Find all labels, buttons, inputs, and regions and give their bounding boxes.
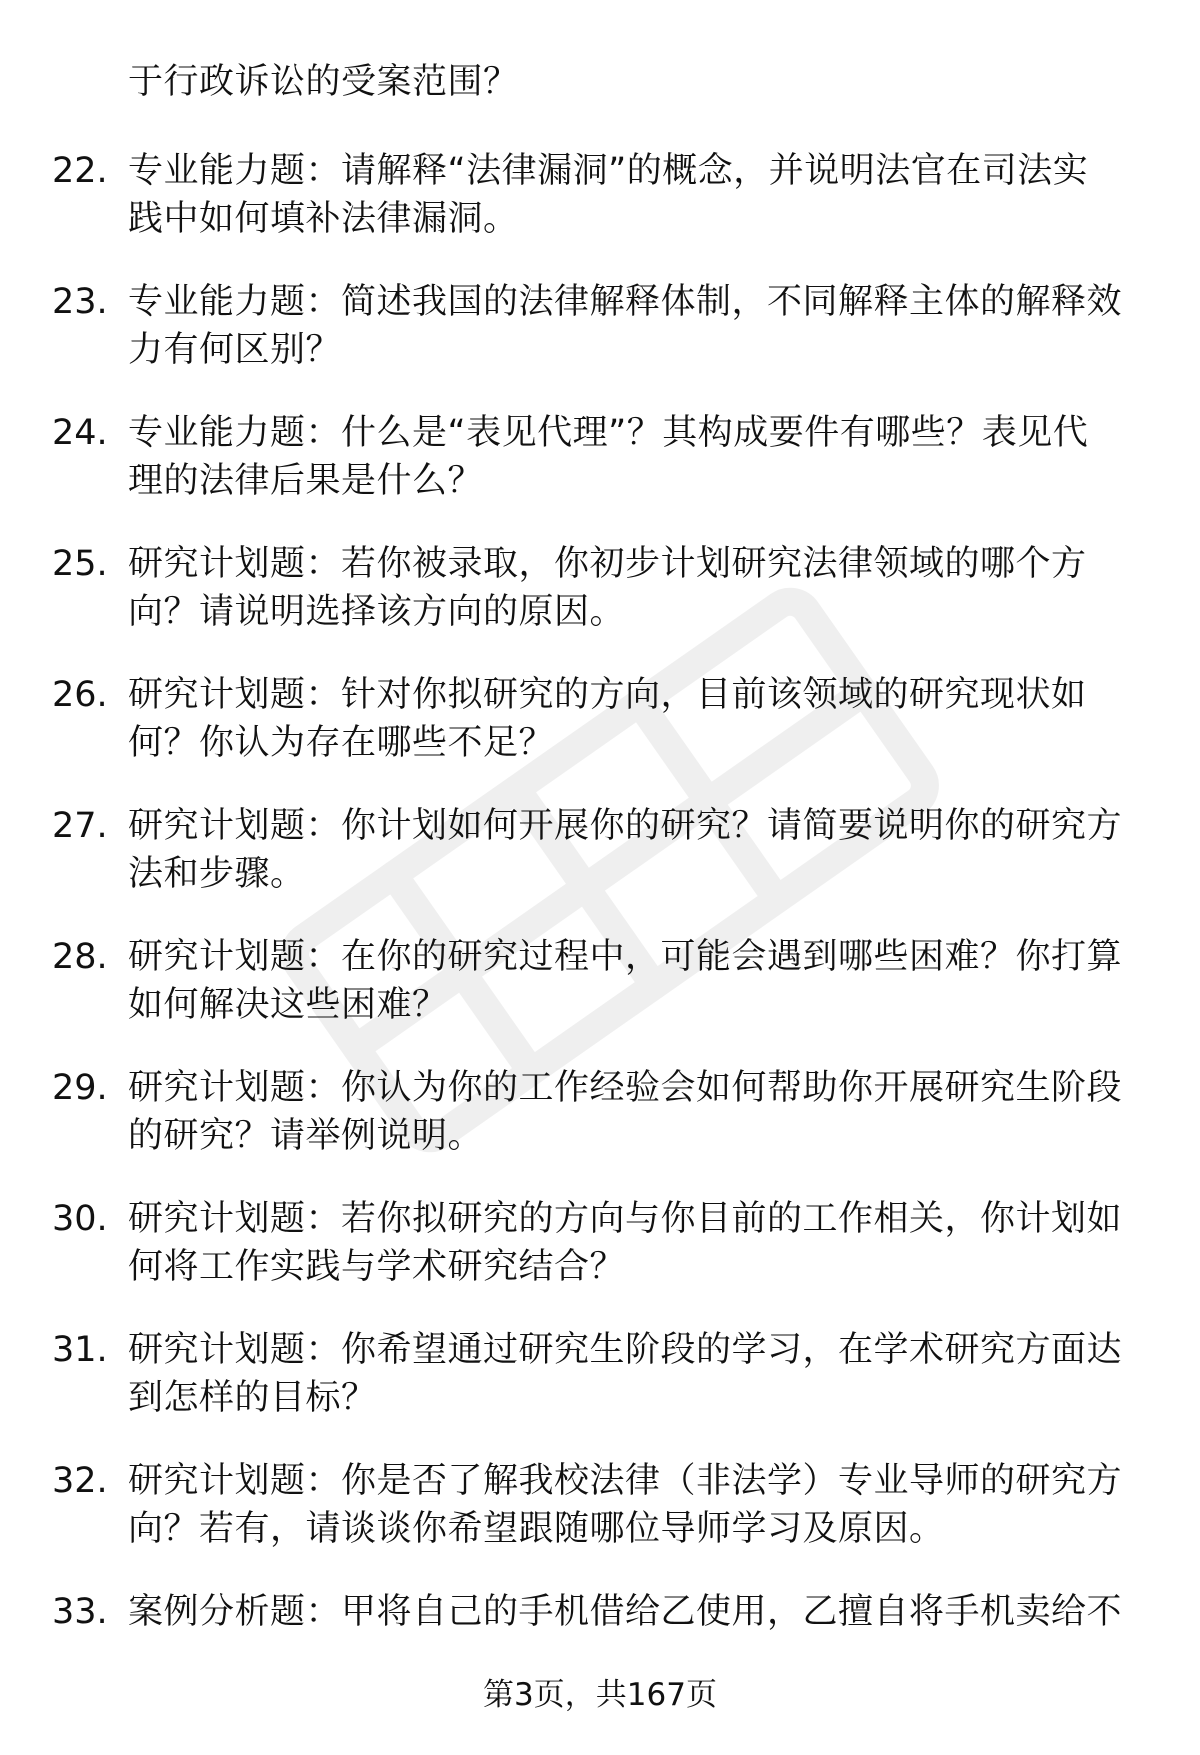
question-text-line: 到怎样的目标？ [128,1378,377,1418]
question-number: 25. [52,544,108,584]
question-text [128,1326,1148,1422]
question-item [0,671,1200,802]
question-number: 26. [52,675,108,715]
question-text [128,802,1148,898]
question-number: 32. [52,1461,108,1501]
question-number: 22. [52,151,108,191]
question-text [128,933,1148,1029]
question-text-line: 专业能力题：什么是“表见代理”？其构成要件有哪些？表见代 [128,413,1089,453]
question-number: 29. [52,1068,108,1108]
question-item [0,1457,1200,1588]
question-text-line: 研究计划题：你认为你的工作经验会如何帮助你开展研究生阶段 [128,1068,1123,1108]
question-text-line: 案例分析题：甲将自己的手机借给乙使用，乙擅自将手机卖给不 [128,1592,1123,1632]
question-text-line: 何将工作实践与学术研究结合？ [128,1247,626,1287]
question-text-line: 向？若有，请谈谈你希望跟随哪位导师学习及原因。 [128,1509,945,1549]
question-text [128,1064,1148,1160]
question-item [0,1064,1200,1195]
question-item [0,1326,1200,1457]
question-text-line: 研究计划题：你计划如何开展你的研究？请简要说明你的研究方 [128,806,1123,846]
question-item [0,278,1200,409]
question-text [128,540,1148,636]
question-text-line: 研究计划题：在你的研究过程中，可能会遇到哪些困难？你打算 [128,937,1123,977]
question-text [128,1195,1148,1291]
question-number: 24. [52,413,108,453]
question-text-line: 研究计划题：若你拟研究的方向与你目前的工作相关，你计划如 [128,1199,1123,1239]
question-item [0,933,1200,1064]
question-item [0,1195,1200,1326]
question-number: 28. [52,937,108,977]
question-text-line: 理的法律后果是什么？ [128,461,484,501]
question-number: 33. [52,1592,108,1632]
question-number: 23. [52,282,108,322]
question-text [128,671,1148,767]
question-text [128,147,1148,243]
question-item [0,540,1200,671]
question-text-line: 法和步骤。 [128,854,306,894]
question-text-line: 研究计划题：你希望通过研究生阶段的学习，在学术研究方面达 [128,1330,1123,1370]
question-text-line: 践中如何填补法律漏洞。 [128,199,519,239]
page-footer: 第3页，共167页 [483,1677,717,1713]
question-item [0,147,1200,278]
question-list [0,147,1200,1719]
question-text-line: 力有何区别？ [128,330,342,370]
question-text [128,1588,1148,1636]
question-number: 27. [52,806,108,846]
question-number: 30. [52,1199,108,1239]
question-text [128,1457,1148,1553]
question-text-line: 的研究？请举例说明。 [128,1116,484,1156]
continued-question-text: 于行政诉讼的受案范围？ [128,62,519,102]
question-text-line: 专业能力题：简述我国的法律解释体制，不同解释主体的解释效 [128,282,1123,322]
question-text-line: 研究计划题：若你被录取，你初步计划研究法律领域的哪个方 [128,544,1087,584]
question-text-line: 专业能力题：请解释“法律漏洞”的概念，并说明法官在司法实 [128,151,1089,191]
question-text [128,278,1148,374]
question-text-line: 研究计划题：针对你拟研究的方向，目前该领域的研究现状如 [128,675,1087,715]
question-text-line: 何？你认为存在哪些不足？ [128,723,555,763]
question-text-line: 向？请说明选择该方向的原因。 [128,592,626,632]
question-item [0,409,1200,540]
question-text-line: 研究计划题：你是否了解我校法律（非法学）专业导师的研究方 [128,1461,1123,1501]
question-number: 31. [52,1330,108,1370]
question-text [128,409,1148,505]
question-text-line: 如何解决这些困难？ [128,985,448,1025]
question-item [0,802,1200,933]
